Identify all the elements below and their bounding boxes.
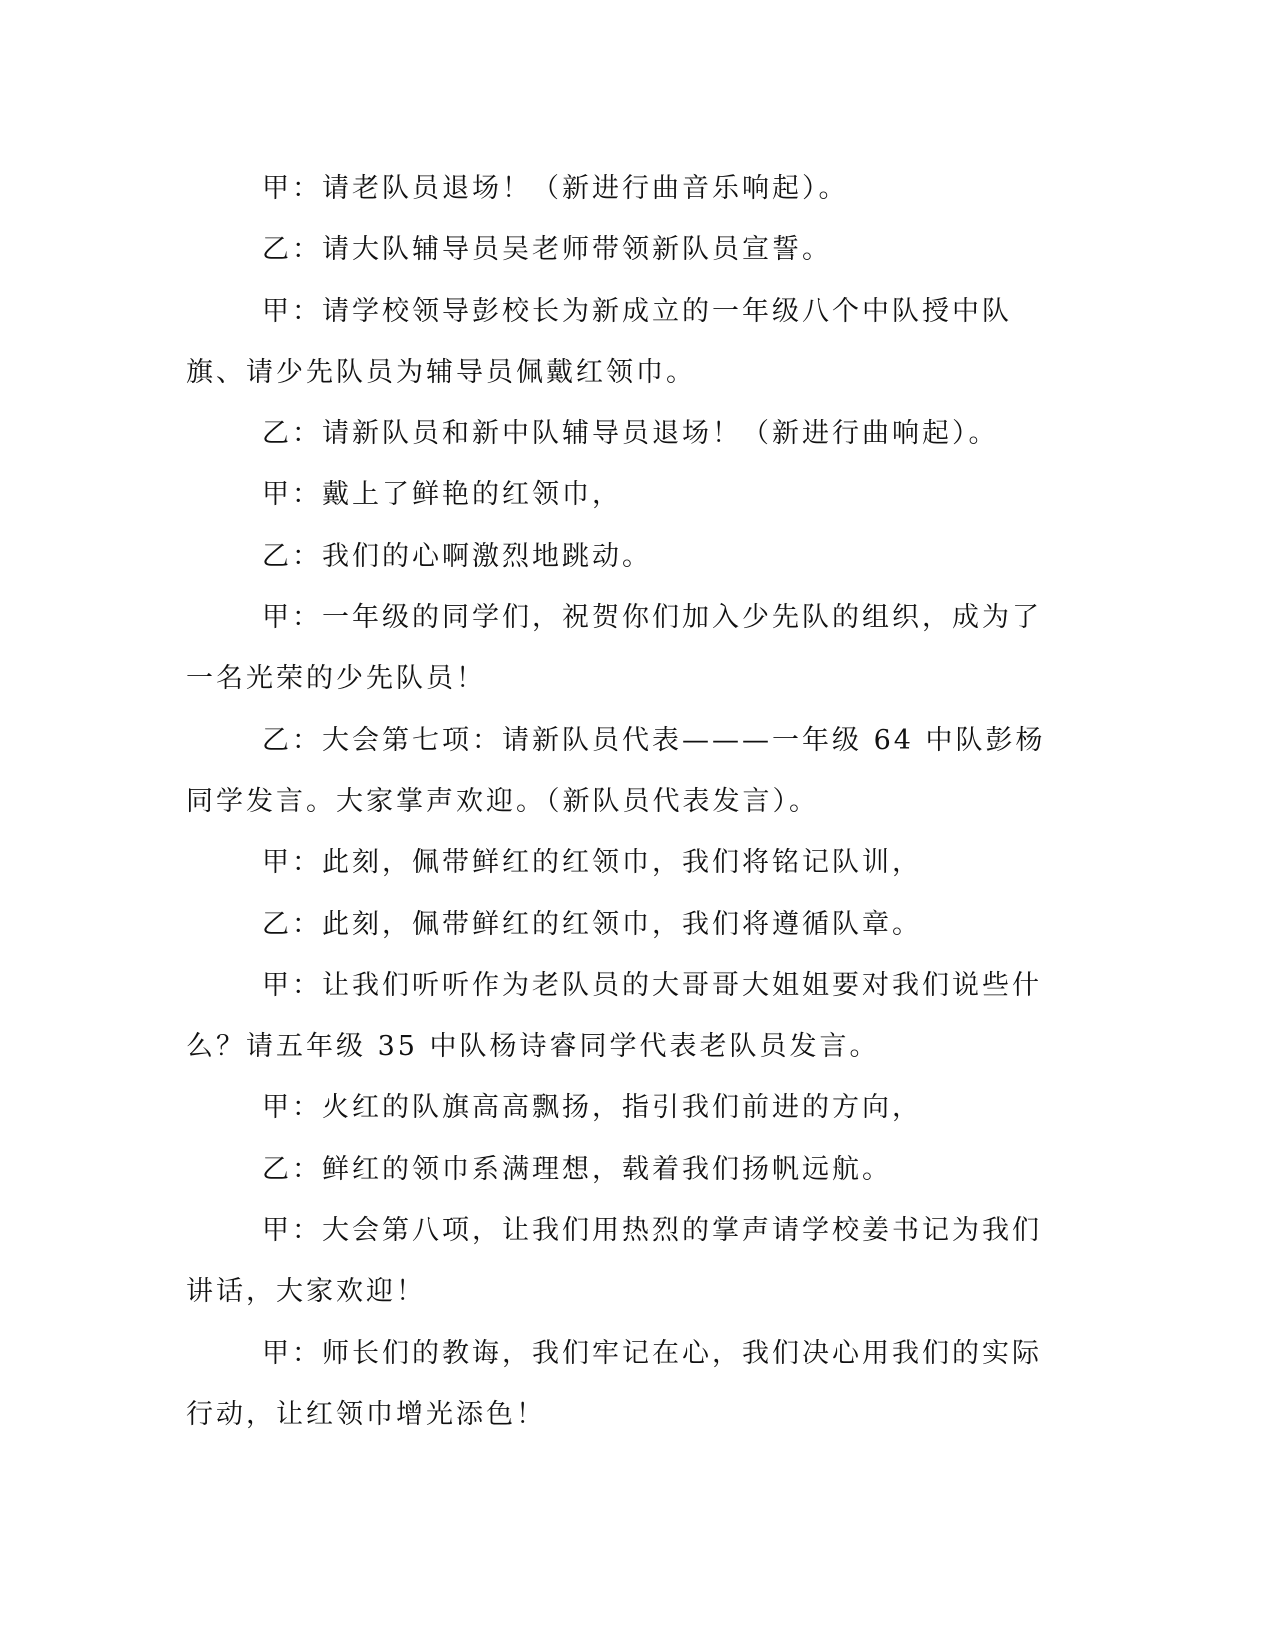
paragraph-5: 甲：戴上了鲜艳的红领巾， — [262, 479, 622, 511]
paragraph-10: 乙：此刻，佩带鲜红的红领巾，我们将遵循队章。 — [262, 908, 922, 940]
paragraph-6: 乙：我们的心啊激烈地跳动。 — [262, 540, 652, 572]
paragraph-12: 甲：火红的队旗高高飘扬，指引我们前进的方向， — [262, 1092, 922, 1124]
paragraph-14: 甲：大会第八项，让我们用热烈的掌声请学校姜书记为我们讲话，大家欢迎！ — [186, 1215, 1042, 1308]
paragraph-7: 甲：一年级的同学们，祝贺你们加入少先队的组织，成为了一名光荣的少先队员！ — [186, 602, 1042, 695]
paragraph-11: 甲：让我们听听作为老队员的大哥哥大姐姐要对我们说些什么？请五年级 35 中队杨诗睿同学代表老队员发言。 — [186, 969, 1042, 1063]
paragraph-3: 甲：请学校领导彭校长为新成立的一年级八个中队授中队旗、请少先队员为辅导员佩戴红领巾。 — [186, 295, 1012, 388]
paragraph-13: 乙：鲜红的领巾系满理想，载着我们扬帆远航。 — [262, 1153, 892, 1185]
document-body — [186, 158, 1066, 1445]
paragraph-8: 乙：大会第七项：请新队员代表———一年级 64 中队彭杨同学发言。大家掌声欢迎。（新队员代表发言）。 — [186, 724, 1046, 817]
paragraph-2: 乙：请大队辅导员吴老师带领新队员宣誓。 — [262, 234, 832, 266]
paragraph-1: 甲：请老队员退场！（新进行曲音乐响起）。 — [262, 173, 849, 204]
paragraph-4: 乙：请新队员和新中队辅导员退场！（新进行曲响起）。 — [262, 418, 999, 450]
paragraph-9: 甲：此刻，佩带鲜红的红领巾，我们将铭记队训， — [262, 847, 922, 879]
paragraph-15: 甲：师长们的教诲，我们牢记在心，我们决心用我们的实际行动，让红领巾增光添色！ — [186, 1337, 1042, 1430]
